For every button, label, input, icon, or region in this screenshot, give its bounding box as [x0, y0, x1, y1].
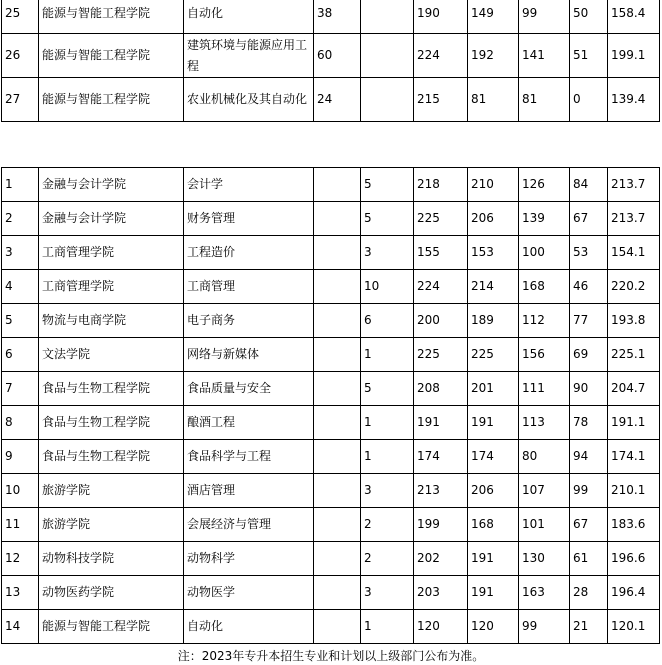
- cell-plan: [314, 236, 361, 270]
- cell-min: 225: [468, 338, 519, 372]
- cell-college: 食品与生物工程学院: [39, 406, 184, 440]
- cell-plan2: 1: [361, 406, 414, 440]
- cell-c2: 78: [570, 406, 608, 440]
- table-row: [2, 0, 660, 34]
- cell-plan2: 5: [361, 202, 414, 236]
- cell-no: 13: [2, 576, 39, 610]
- cell-plan2: [361, 0, 414, 34]
- cell-c2: 61: [570, 542, 608, 576]
- cell-avg: 213.7: [608, 202, 660, 236]
- cell-min: 192: [468, 34, 519, 78]
- table-row: [2, 78, 660, 122]
- cell-plan2: 5: [361, 372, 414, 406]
- cell-plan2: 1: [361, 338, 414, 372]
- cell-max: 225: [414, 338, 468, 372]
- cell-major: 会计学: [184, 168, 314, 202]
- cell-college: 物流与电商学院: [39, 304, 184, 338]
- admission-table-bottom: [1, 167, 660, 644]
- cell-college: 能源与智能工程学院: [39, 78, 184, 122]
- cell-plan2: 1: [361, 440, 414, 474]
- cell-no: 6: [2, 338, 39, 372]
- table-row: [2, 372, 660, 406]
- table-row: [2, 576, 660, 610]
- cell-avg: 220.2: [608, 270, 660, 304]
- cell-avg: 199.1: [608, 34, 660, 78]
- table-row: [2, 338, 660, 372]
- cell-c2: 67: [570, 508, 608, 542]
- cell-college: 能源与智能工程学院: [39, 610, 184, 644]
- cell-no: 4: [2, 270, 39, 304]
- cell-c2: 46: [570, 270, 608, 304]
- cell-avg: 204.7: [608, 372, 660, 406]
- cell-no: 9: [2, 440, 39, 474]
- cell-c2: 53: [570, 236, 608, 270]
- cell-min: 168: [468, 508, 519, 542]
- cell-college: 工商管理学院: [39, 236, 184, 270]
- cell-no: 26: [2, 34, 39, 78]
- cell-plan2: 3: [361, 236, 414, 270]
- cell-min: 149: [468, 0, 519, 34]
- cell-no: 11: [2, 508, 39, 542]
- cell-plan2: 3: [361, 576, 414, 610]
- table-row: [2, 202, 660, 236]
- cell-c1: 156: [519, 338, 570, 372]
- cell-college: 金融与会计学院: [39, 168, 184, 202]
- cell-max: 224: [414, 34, 468, 78]
- cell-avg: 139.4: [608, 78, 660, 122]
- cell-c1: 107: [519, 474, 570, 508]
- cell-c2: 99: [570, 474, 608, 508]
- cell-c1: 130: [519, 542, 570, 576]
- cell-avg: 154.1: [608, 236, 660, 270]
- cell-avg: 174.1: [608, 440, 660, 474]
- cell-college: 食品与生物工程学院: [39, 440, 184, 474]
- cell-no: 5: [2, 304, 39, 338]
- cell-major: 会展经济与管理: [184, 508, 314, 542]
- table-row: [2, 34, 660, 78]
- cell-avg: 213.7: [608, 168, 660, 202]
- cell-plan2: 2: [361, 508, 414, 542]
- table-row: [2, 474, 660, 508]
- cell-max: 174: [414, 440, 468, 474]
- cell-no: 10: [2, 474, 39, 508]
- cell-c1: 113: [519, 406, 570, 440]
- cell-max: 190: [414, 0, 468, 34]
- cell-min: 81: [468, 78, 519, 122]
- cell-major: 农业机械化及其自动化: [184, 78, 314, 122]
- cell-c1: 81: [519, 78, 570, 122]
- cell-c1: 163: [519, 576, 570, 610]
- table-row: [2, 542, 660, 576]
- cell-min: 174: [468, 440, 519, 474]
- cell-avg: 225.1: [608, 338, 660, 372]
- cell-major: 酒店管理: [184, 474, 314, 508]
- cell-max: 213: [414, 474, 468, 508]
- cell-major: 工商管理: [184, 270, 314, 304]
- cell-avg: 196.6: [608, 542, 660, 576]
- cell-plan: [314, 508, 361, 542]
- cell-avg: 120.1: [608, 610, 660, 644]
- cell-min: 206: [468, 202, 519, 236]
- cell-c1: 139: [519, 202, 570, 236]
- cell-min: 210: [468, 168, 519, 202]
- cell-plan: [314, 542, 361, 576]
- cell-no: 7: [2, 372, 39, 406]
- cell-major: 网络与新媒体: [184, 338, 314, 372]
- cell-college: 文法学院: [39, 338, 184, 372]
- cell-max: 224: [414, 270, 468, 304]
- footnote: 注：2023年专升本招生专业和计划以上级部门公布为准。: [177, 649, 485, 663]
- cell-plan2: 3: [361, 474, 414, 508]
- cell-college: 动物医药学院: [39, 576, 184, 610]
- cell-max: 155: [414, 236, 468, 270]
- cell-major: 食品质量与安全: [184, 372, 314, 406]
- cell-college: 旅游学院: [39, 474, 184, 508]
- cell-college: 旅游学院: [39, 508, 184, 542]
- table-row: [2, 236, 660, 270]
- cell-plan2: 10: [361, 270, 414, 304]
- cell-major: 动物医学: [184, 576, 314, 610]
- cell-c2: 90: [570, 372, 608, 406]
- table-row: [2, 610, 660, 644]
- cell-min: 201: [468, 372, 519, 406]
- cell-c2: 69: [570, 338, 608, 372]
- cell-college: 食品与生物工程学院: [39, 372, 184, 406]
- admission-table-top: [1, 0, 660, 122]
- cell-c1: 101: [519, 508, 570, 542]
- cell-max: 225: [414, 202, 468, 236]
- cell-max: 203: [414, 576, 468, 610]
- cell-major: 酿酒工程: [184, 406, 314, 440]
- cell-plan: [314, 202, 361, 236]
- cell-major: 工程造价: [184, 236, 314, 270]
- cell-plan: [314, 338, 361, 372]
- cell-max: 120: [414, 610, 468, 644]
- cell-min: 206: [468, 474, 519, 508]
- cell-avg: 210.1: [608, 474, 660, 508]
- table-row: [2, 270, 660, 304]
- table-row: [2, 440, 660, 474]
- cell-max: 200: [414, 304, 468, 338]
- table-row: [2, 406, 660, 440]
- cell-c1: 141: [519, 34, 570, 78]
- cell-c2: 51: [570, 34, 608, 78]
- cell-min: 214: [468, 270, 519, 304]
- cell-college: 能源与智能工程学院: [39, 34, 184, 78]
- cell-plan2: [361, 34, 414, 78]
- cell-min: 191: [468, 576, 519, 610]
- cell-c1: 99: [519, 0, 570, 34]
- cell-avg: 191.1: [608, 406, 660, 440]
- cell-max: 215: [414, 78, 468, 122]
- cell-plan2: [361, 78, 414, 122]
- cell-c1: 112: [519, 304, 570, 338]
- cell-max: 191: [414, 406, 468, 440]
- cell-c2: 28: [570, 576, 608, 610]
- cell-major: 自动化: [184, 0, 314, 34]
- cell-min: 191: [468, 406, 519, 440]
- cell-plan2: 1: [361, 610, 414, 644]
- cell-major: 电子商务: [184, 304, 314, 338]
- cell-plan: [314, 304, 361, 338]
- cell-c1: 100: [519, 236, 570, 270]
- cell-plan: 38: [314, 0, 361, 34]
- cell-plan: [314, 474, 361, 508]
- cell-max: 199: [414, 508, 468, 542]
- cell-max: 202: [414, 542, 468, 576]
- cell-plan: [314, 610, 361, 644]
- cell-c2: 50: [570, 0, 608, 34]
- cell-plan2: 6: [361, 304, 414, 338]
- table-row: [2, 168, 660, 202]
- cell-plan: [314, 270, 361, 304]
- cell-no: 2: [2, 202, 39, 236]
- cell-no: 14: [2, 610, 39, 644]
- cell-no: 1: [2, 168, 39, 202]
- cell-avg: 193.8: [608, 304, 660, 338]
- table-row: [2, 508, 660, 542]
- cell-c1: 80: [519, 440, 570, 474]
- cell-no: 12: [2, 542, 39, 576]
- cell-plan: [314, 440, 361, 474]
- cell-c2: 0: [570, 78, 608, 122]
- cell-no: 25: [2, 0, 39, 34]
- cell-college: 金融与会计学院: [39, 202, 184, 236]
- cell-min: 120: [468, 610, 519, 644]
- cell-plan: [314, 576, 361, 610]
- cell-avg: 158.4: [608, 0, 660, 34]
- cell-no: 3: [2, 236, 39, 270]
- cell-plan2: 2: [361, 542, 414, 576]
- cell-c2: 77: [570, 304, 608, 338]
- cell-major: 食品科学与工程: [184, 440, 314, 474]
- cell-max: 218: [414, 168, 468, 202]
- cell-major: 动物科学: [184, 542, 314, 576]
- cell-c2: 67: [570, 202, 608, 236]
- cell-plan: 24: [314, 78, 361, 122]
- cell-college: 动物科技学院: [39, 542, 184, 576]
- cell-c2: 94: [570, 440, 608, 474]
- cell-plan2: 5: [361, 168, 414, 202]
- cell-major: 建筑环境与能源应用工程: [184, 34, 314, 78]
- cell-avg: 196.4: [608, 576, 660, 610]
- cell-college: 能源与智能工程学院: [39, 0, 184, 34]
- table-row: [2, 304, 660, 338]
- cell-c1: 99: [519, 610, 570, 644]
- cell-major: 财务管理: [184, 202, 314, 236]
- cell-c1: 111: [519, 372, 570, 406]
- cell-min: 189: [468, 304, 519, 338]
- cell-c2: 21: [570, 610, 608, 644]
- cell-plan: [314, 372, 361, 406]
- cell-min: 191: [468, 542, 519, 576]
- cell-no: 8: [2, 406, 39, 440]
- cell-no: 27: [2, 78, 39, 122]
- cell-c1: 126: [519, 168, 570, 202]
- cell-avg: 183.6: [608, 508, 660, 542]
- cell-c2: 84: [570, 168, 608, 202]
- cell-c1: 168: [519, 270, 570, 304]
- cell-plan: [314, 406, 361, 440]
- cell-college: 工商管理学院: [39, 270, 184, 304]
- cell-min: 153: [468, 236, 519, 270]
- cell-major: 自动化: [184, 610, 314, 644]
- cell-max: 208: [414, 372, 468, 406]
- cell-plan: [314, 168, 361, 202]
- cell-plan: 60: [314, 34, 361, 78]
